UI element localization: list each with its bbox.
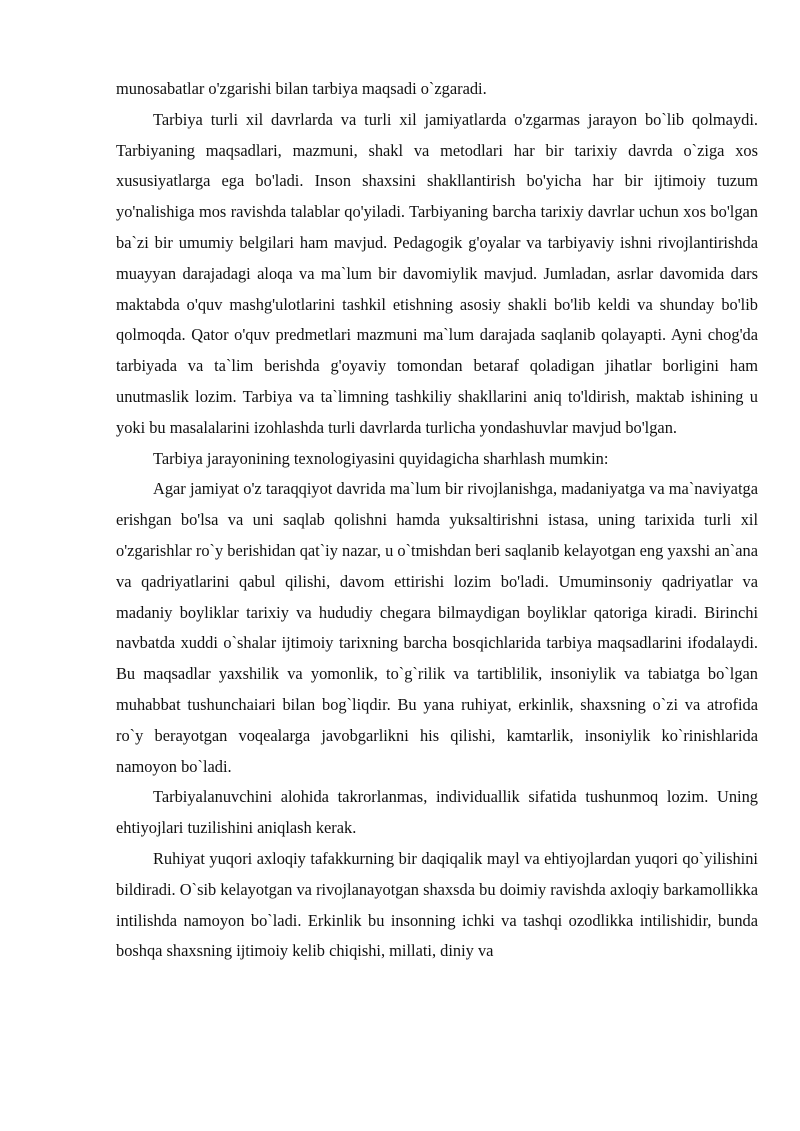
paragraph-jamiyat-qadriyatlar: Agar jamiyat o'z taraqqiyot davrida ma`lum bir rivojlanishga, madaniyatga va ma`naviyatga erishgan bo'lsa va uni saqlab qolishni hamda yuksaltirishni istasa, uning tarixida turli xil o'zgarishlar ro`y berishidan qat`iy nazar, u o`tmishdan beri saqlanib kelayotgan eng yaxshi an`ana va qadriyatlarini qabul qilishi, davom ettirishi lozim bo'ladi. Umuminsoniy qadriyatlar va madaniy boyliklar tarixiy va hududiy chegara bilmaydigan boyliklar qatoriga kiradi. Birinchi navbatda xuddi o`shalar ijtimoiy tarixning barcha bosqichlarida tarbiya maqsadlarini ifodalaydi. Bu maqsadlar yaxshilik va yomonlik, to`g`rilik va tartiblilik, insoniylik va tabiatga bo`lgan muhabbat tushunchaiari bilan bog`liqdir. Bu yana ruhiyat, erkinlik, shaxsning o`zi va atrofida ro`y berayotgan voqealarga javobgarlikni his qilishi, kamtarlik, insoniylik ko`rinishlarida namoyon bo`ladi.	[116, 479, 758, 776]
paragraph-continuation: munosabatlar o'zgarishi bilan tarbiya maqsadi o`zgaradi.	[116, 79, 487, 98]
paragraph-texnologiya-intro: Tarbiya jarayonining texnologiyasini quyidagicha sharhlash mumkin:	[153, 448, 609, 468]
paragraph-tarbiyalanuvchi: Tarbiyalanuvchini alohida takrorlanmas, individuallik sifatida tushunmoq lozim. Uning ehtiyojlari tuzilishini aniqlash kerak.	[116, 787, 758, 838]
paragraph-tarbiya-davrlar: Tarbiya turli xil davrlarda va turli xil jamiyatlarda o'zgarmas jarayon bo`lib qolmaydi. Tarbiyaning maqsadlari, mazmuni, shakl va metodlari har bir tarixiy davrda o`ziga xos xususiyatlarga ega bo'ladi. Inson shaxsini shakllantirish bo'yicha har bir ijtimoiy tuzum yo'nalishiga mos ravishda talablar qo'yiladi. Tarbiyaning barcha tarixiy davrlar uchun xos bo'lgan ba`zi bir umumiy belgilari ham mavjud. Pedagogik g'oyalar va tarbiyaviy ishni rivojlantirishda muayyan darajadagi aloqa va ma`lum bir davomiylik mavjud. Jumladan, asrlar davomida dars maktabda o'quv mashg'ulotlarini tashkil etishning asosiy shakli bo'lib keldi va shunday bo'lib qolmoqda. Qator o'quv predmetlari mazmuni ma`lum darajada saqlanib qolayapti. Ayni chog'da tarbiyada va ta`lim berishda g'oyaviy tomondan betaraf qoladigan jihatlar borligini ham unutmaslik lozim. Tarbiya va ta`limning tashkiliy shakllarini aniq to'ldirish, maktab ishining u yoki bu masalalarini izohlashda turli davrlarda turlicha yondashuvlar mavjud bo'lgan.	[116, 109, 758, 437]
paragraph-ruhiyat: Ruhiyat yuqori axloqiy tafakkurning bir daqiqalik mayl va ehtiyojlardan yuqori qo`yilishini bildiradi. O`sib kelayotgan va rivojlanayotgan shaxsda bu doimiy ravishda axloqiy barkamollikka intilishda namoyon bo`ladi. Erkinlik bu insonning ichki va tashqi ozodlikka intilishidir, bunda boshqa shaxsning ijtimoiy kelib chiqishi, millati, diniy va	[116, 848, 758, 961]
document-page	[116, 74, 758, 967]
